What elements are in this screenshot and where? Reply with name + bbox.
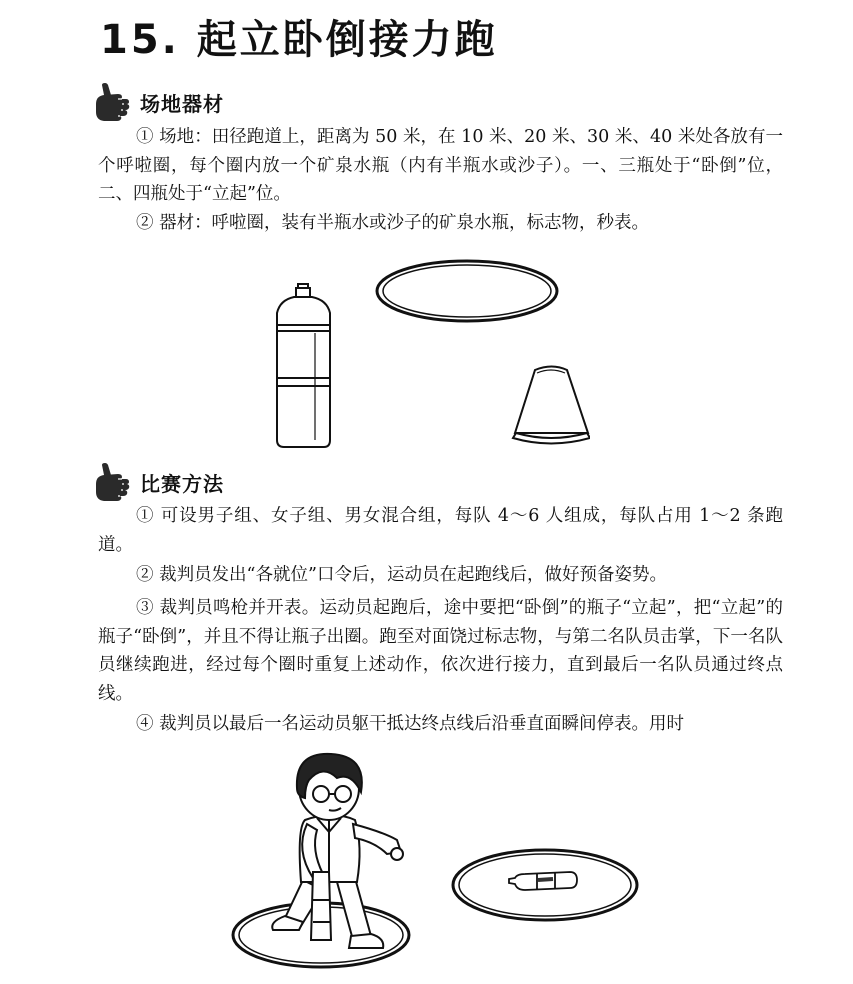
paragraph-method-3: ③ 裁判员鸣枪并开表。运动员起跑后，途中要把“卧倒”的瓶子“立起”，把“立起”的瓶子“卧倒”，并且不得让瓶子出圈。跑至对面饶过标志物，与第二名队员击掌，下一名队员继续跑进，经过每个圈时重复上述动作，依次进行接力，直到最后一名队员通过终点线。 [98, 598, 783, 704]
section-heading-method [92, 462, 224, 502]
paragraph-venue: ① 场地：田径跑道上，距离为 50 米，在 10 米、20 米、30 米、40 米处各放有一个呼啦圈，每个圈内放一个矿泉水瓶（内有半瓶水或沙子）。一、三瓶处于“卧倒”位，二、四瓶处于“立起”位。 [98, 127, 783, 204]
lying-bottle-icon [509, 872, 577, 890]
paragraph-method-4: ④ 裁判员以最后一名运动员躯干抵达终点线后沿垂直面瞬间停表。用时 [136, 714, 685, 734]
pointing-hand-icon [92, 82, 134, 122]
water-bottle-icon [277, 284, 330, 447]
section-label: 场地器材 [140, 91, 224, 116]
equipment-illustration [260, 255, 590, 455]
cone-marker-icon [513, 367, 590, 444]
pointing-hand-icon [92, 462, 134, 502]
paragraph-equipment: ② 器材：呼啦圈，装有半瓶水或沙子的矿泉水瓶，标志物，秒表。 [136, 213, 650, 233]
section-heading-equipment [92, 82, 224, 122]
hula-hoop-icon [377, 261, 557, 321]
runner-character [272, 754, 403, 948]
page-title: 15. 起立卧倒接力跑 [100, 17, 498, 63]
paragraph-method-2: ② 裁判员发出“各就位”口令后，运动员在起跑线后，做好预备姿势。 [136, 565, 667, 585]
section-label: 比赛方法 [140, 471, 224, 496]
paragraph-method-1: ① 可设男子组、女子组、男女混合组，每队 4～6 人组成，每队占用 1～2 条跑道。 [98, 506, 783, 555]
runner-illustration [225, 750, 645, 984]
